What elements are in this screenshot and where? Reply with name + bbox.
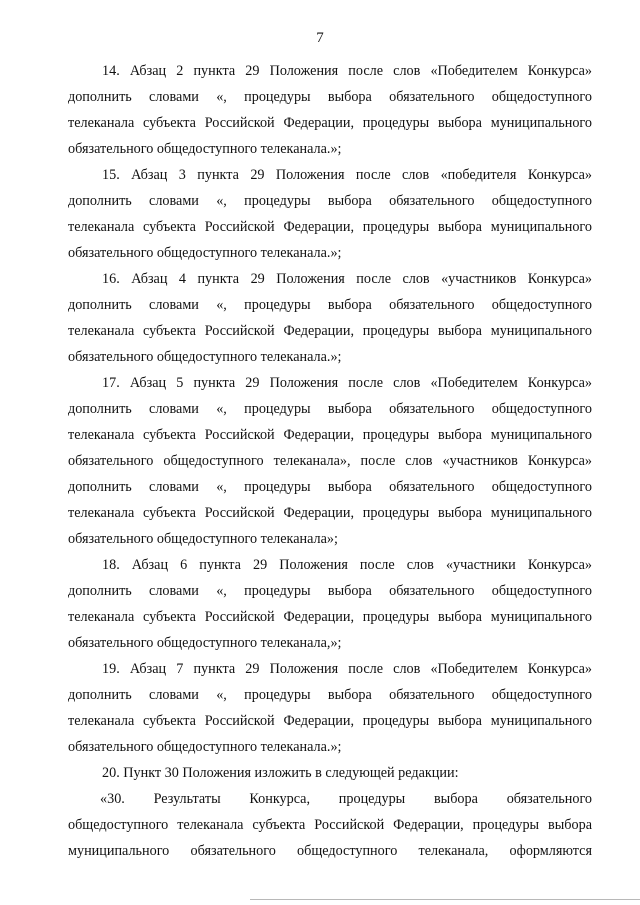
text-line: обязательного общедоступного телеканала,»; — [68, 635, 342, 651]
page-number: 7 — [316, 30, 324, 46]
text-line: 14. Абзац 2 пункта 29 Положения после слов «Победителем Конкурса» — [102, 63, 592, 79]
text-line: дополнить словами «, процедуры выбора обязательного общедоступного — [68, 89, 592, 105]
scan-edge-line — [250, 899, 640, 900]
paragraph-30-quote — [68, 786, 592, 864]
text-line: общедоступного телеканала субъекта Российской Федерации, процедуры выбора — [68, 817, 592, 833]
paragraph-16 — [68, 266, 592, 370]
text-line: дополнить словами «, процедуры выбора обязательного общедоступного — [68, 193, 592, 209]
text-line: обязательного общедоступного телеканала.»; — [68, 141, 342, 157]
text-line: дополнить словами «, процедуры выбора обязательного общедоступного — [68, 687, 592, 703]
text-line: телеканала субъекта Российской Федерации, процедуры выбора муниципального — [68, 323, 592, 339]
text-line: 15. Абзац 3 пункта 29 Положения после слов «победителя Конкурса» — [102, 167, 592, 183]
text-line: 18. Абзац 6 пункта 29 Положения после слов «участники Конкурса» — [102, 557, 592, 573]
text-line: 20. Пункт 30 Положения изложить в следующей редакции: — [102, 765, 459, 781]
text-line: телеканала субъекта Российской Федерации, процедуры выбора муниципального — [68, 115, 592, 131]
text-line: дополнить словами «, процедуры выбора обязательного общедоступного — [68, 583, 592, 599]
text-line: муниципального обязательного общедоступного телеканала, оформляются — [68, 843, 592, 859]
text-line: телеканала субъекта Российской Федерации, процедуры выбора муниципального — [68, 427, 592, 443]
text-line: обязательного общедоступного телеканала.»; — [68, 349, 342, 365]
paragraph-18 — [68, 552, 592, 656]
text-line: 17. Абзац 5 пункта 29 Положения после слов «Победителем Конкурса» — [102, 375, 592, 391]
text-line: обязательного общедоступного телеканала»; — [68, 531, 338, 547]
text-line: обязательного общедоступного телеканала.»; — [68, 739, 342, 755]
text-line: 16. Абзац 4 пункта 29 Положения после слов «участников Конкурса» — [102, 271, 592, 287]
text-line: телеканала субъекта Российской Федерации, процедуры выбора муниципального — [68, 713, 592, 729]
paragraph-17 — [68, 370, 592, 552]
text-line: обязательного общедоступного телеканала», после слов «участников Конкурса» — [68, 453, 592, 469]
paragraph-19 — [68, 656, 592, 760]
text-line: «30. Результаты Конкурса, процедуры выбора обязательного — [100, 791, 592, 807]
paragraph-20 — [68, 760, 592, 786]
text-line: обязательного общедоступного телеканала.»; — [68, 245, 342, 261]
text-line: дополнить словами «, процедуры выбора обязательного общедоступного — [68, 401, 592, 417]
paragraph-15 — [68, 162, 592, 266]
document-body — [68, 58, 592, 864]
text-line: 19. Абзац 7 пункта 29 Положения после слов «Победителем Конкурса» — [102, 661, 592, 677]
text-line: телеканала субъекта Российской Федерации, процедуры выбора муниципального — [68, 219, 592, 235]
text-line: дополнить словами «, процедуры выбора обязательного общедоступного — [68, 479, 592, 495]
paragraph-14 — [68, 58, 592, 162]
text-line: дополнить словами «, процедуры выбора обязательного общедоступного — [68, 297, 592, 313]
text-line: телеканала субъекта Российской Федерации, процедуры выбора муниципального — [68, 609, 592, 625]
text-line: телеканала субъекта Российской Федерации, процедуры выбора муниципального — [68, 505, 592, 521]
